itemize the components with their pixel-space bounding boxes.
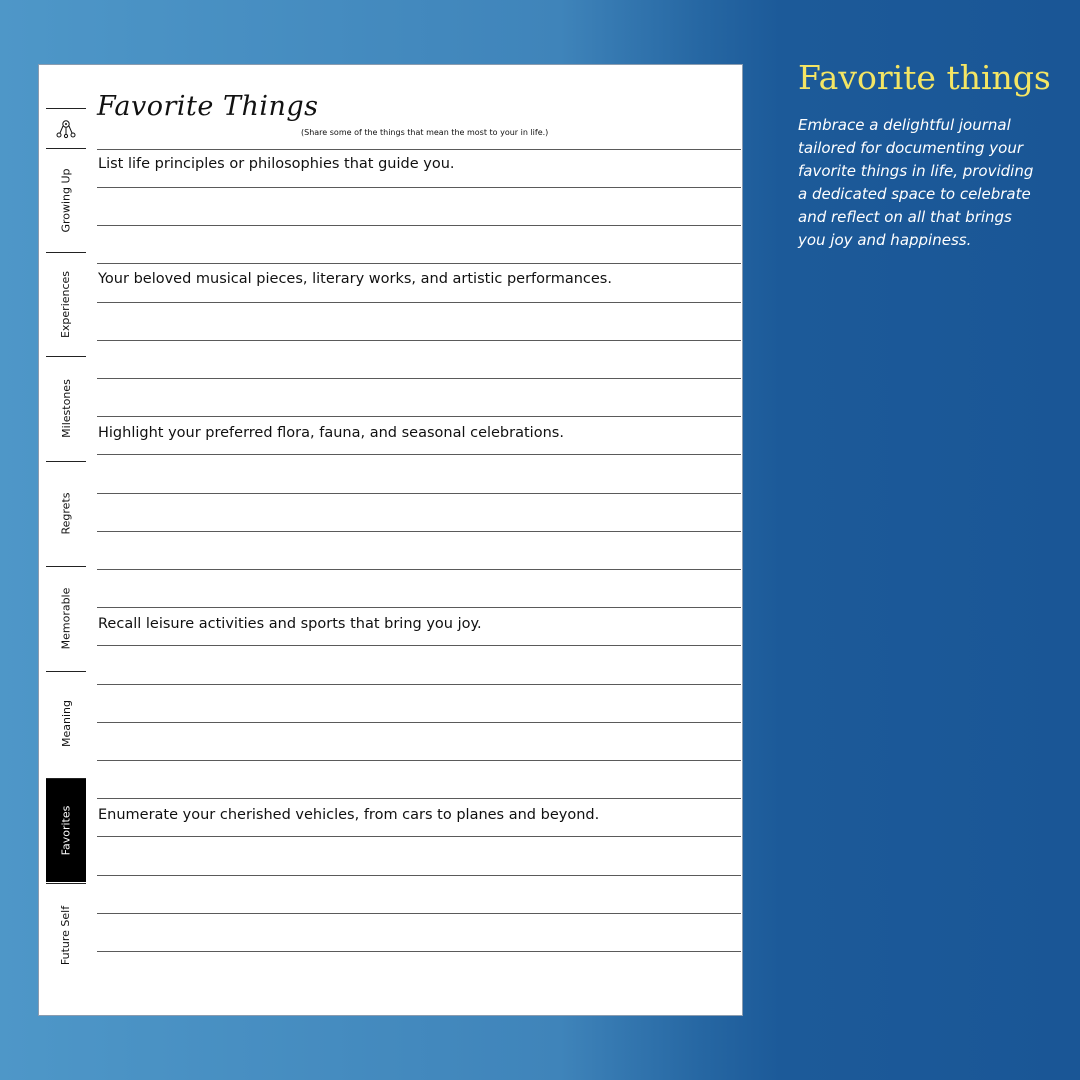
prompt-vehicles: Enumerate your cherished vehicles, from cars to planes and beyond.: [98, 807, 600, 823]
writing-line: [97, 645, 741, 646]
side-description: Embrace a delightful journal tailored for documenting your favorite things in life, providing a dedicated space to celebrate and reflect on all that brings you joy and happiness.: [798, 116, 1034, 249]
side-title: Favorite things: [798, 58, 1051, 97]
writing-line: [97, 760, 741, 761]
writing-line: [97, 607, 741, 608]
writing-line: [97, 454, 741, 455]
tab-growing-up[interactable]: Growing Up: [46, 148, 86, 252]
writing-line: [97, 684, 741, 685]
writing-line: [97, 416, 741, 417]
writing-line: [97, 225, 741, 226]
writing-line: [97, 340, 741, 341]
writing-line: [97, 531, 741, 532]
writing-line: [97, 798, 741, 799]
tab-favorites[interactable]: Favorites: [46, 778, 86, 882]
writing-line: [97, 378, 741, 379]
writing-line: [97, 263, 741, 264]
writing-line: [97, 569, 741, 570]
tab-future-self[interactable]: Future Self: [46, 883, 86, 987]
writing-line: [97, 951, 741, 952]
writing-line: [97, 187, 741, 188]
journal-page: [38, 64, 743, 1016]
page-subtitle: (Share some of the things that mean the most to your in life.): [301, 128, 549, 137]
tab-meaning[interactable]: Meaning: [46, 671, 86, 775]
prompt-arts: Your beloved musical pieces, literary works, and artistic performances.: [98, 271, 612, 287]
writing-line: [97, 836, 741, 837]
tab-milestones[interactable]: Milestones: [46, 356, 86, 460]
prompt-principles: List life principles or philosophies that guide you.: [98, 156, 455, 172]
tab-experiences[interactable]: Experiences: [46, 252, 86, 356]
writing-line: [97, 875, 741, 876]
tab-memorable[interactable]: Memorable: [46, 566, 86, 670]
writing-line: [97, 493, 741, 494]
prompt-nature: Highlight your preferred flora, fauna, and seasonal celebrations.: [98, 425, 564, 441]
writing-line: [97, 913, 741, 914]
tab-regrets[interactable]: Regrets: [46, 461, 86, 565]
people-network-icon: [55, 118, 77, 140]
tab-icon-cell: [46, 108, 86, 149]
page-title: Favorite Things: [97, 91, 319, 122]
writing-line: [97, 722, 741, 723]
prompt-leisure: Recall leisure activities and sports that bring you joy.: [98, 616, 482, 632]
writing-line: [97, 302, 741, 303]
writing-line: [97, 149, 741, 150]
